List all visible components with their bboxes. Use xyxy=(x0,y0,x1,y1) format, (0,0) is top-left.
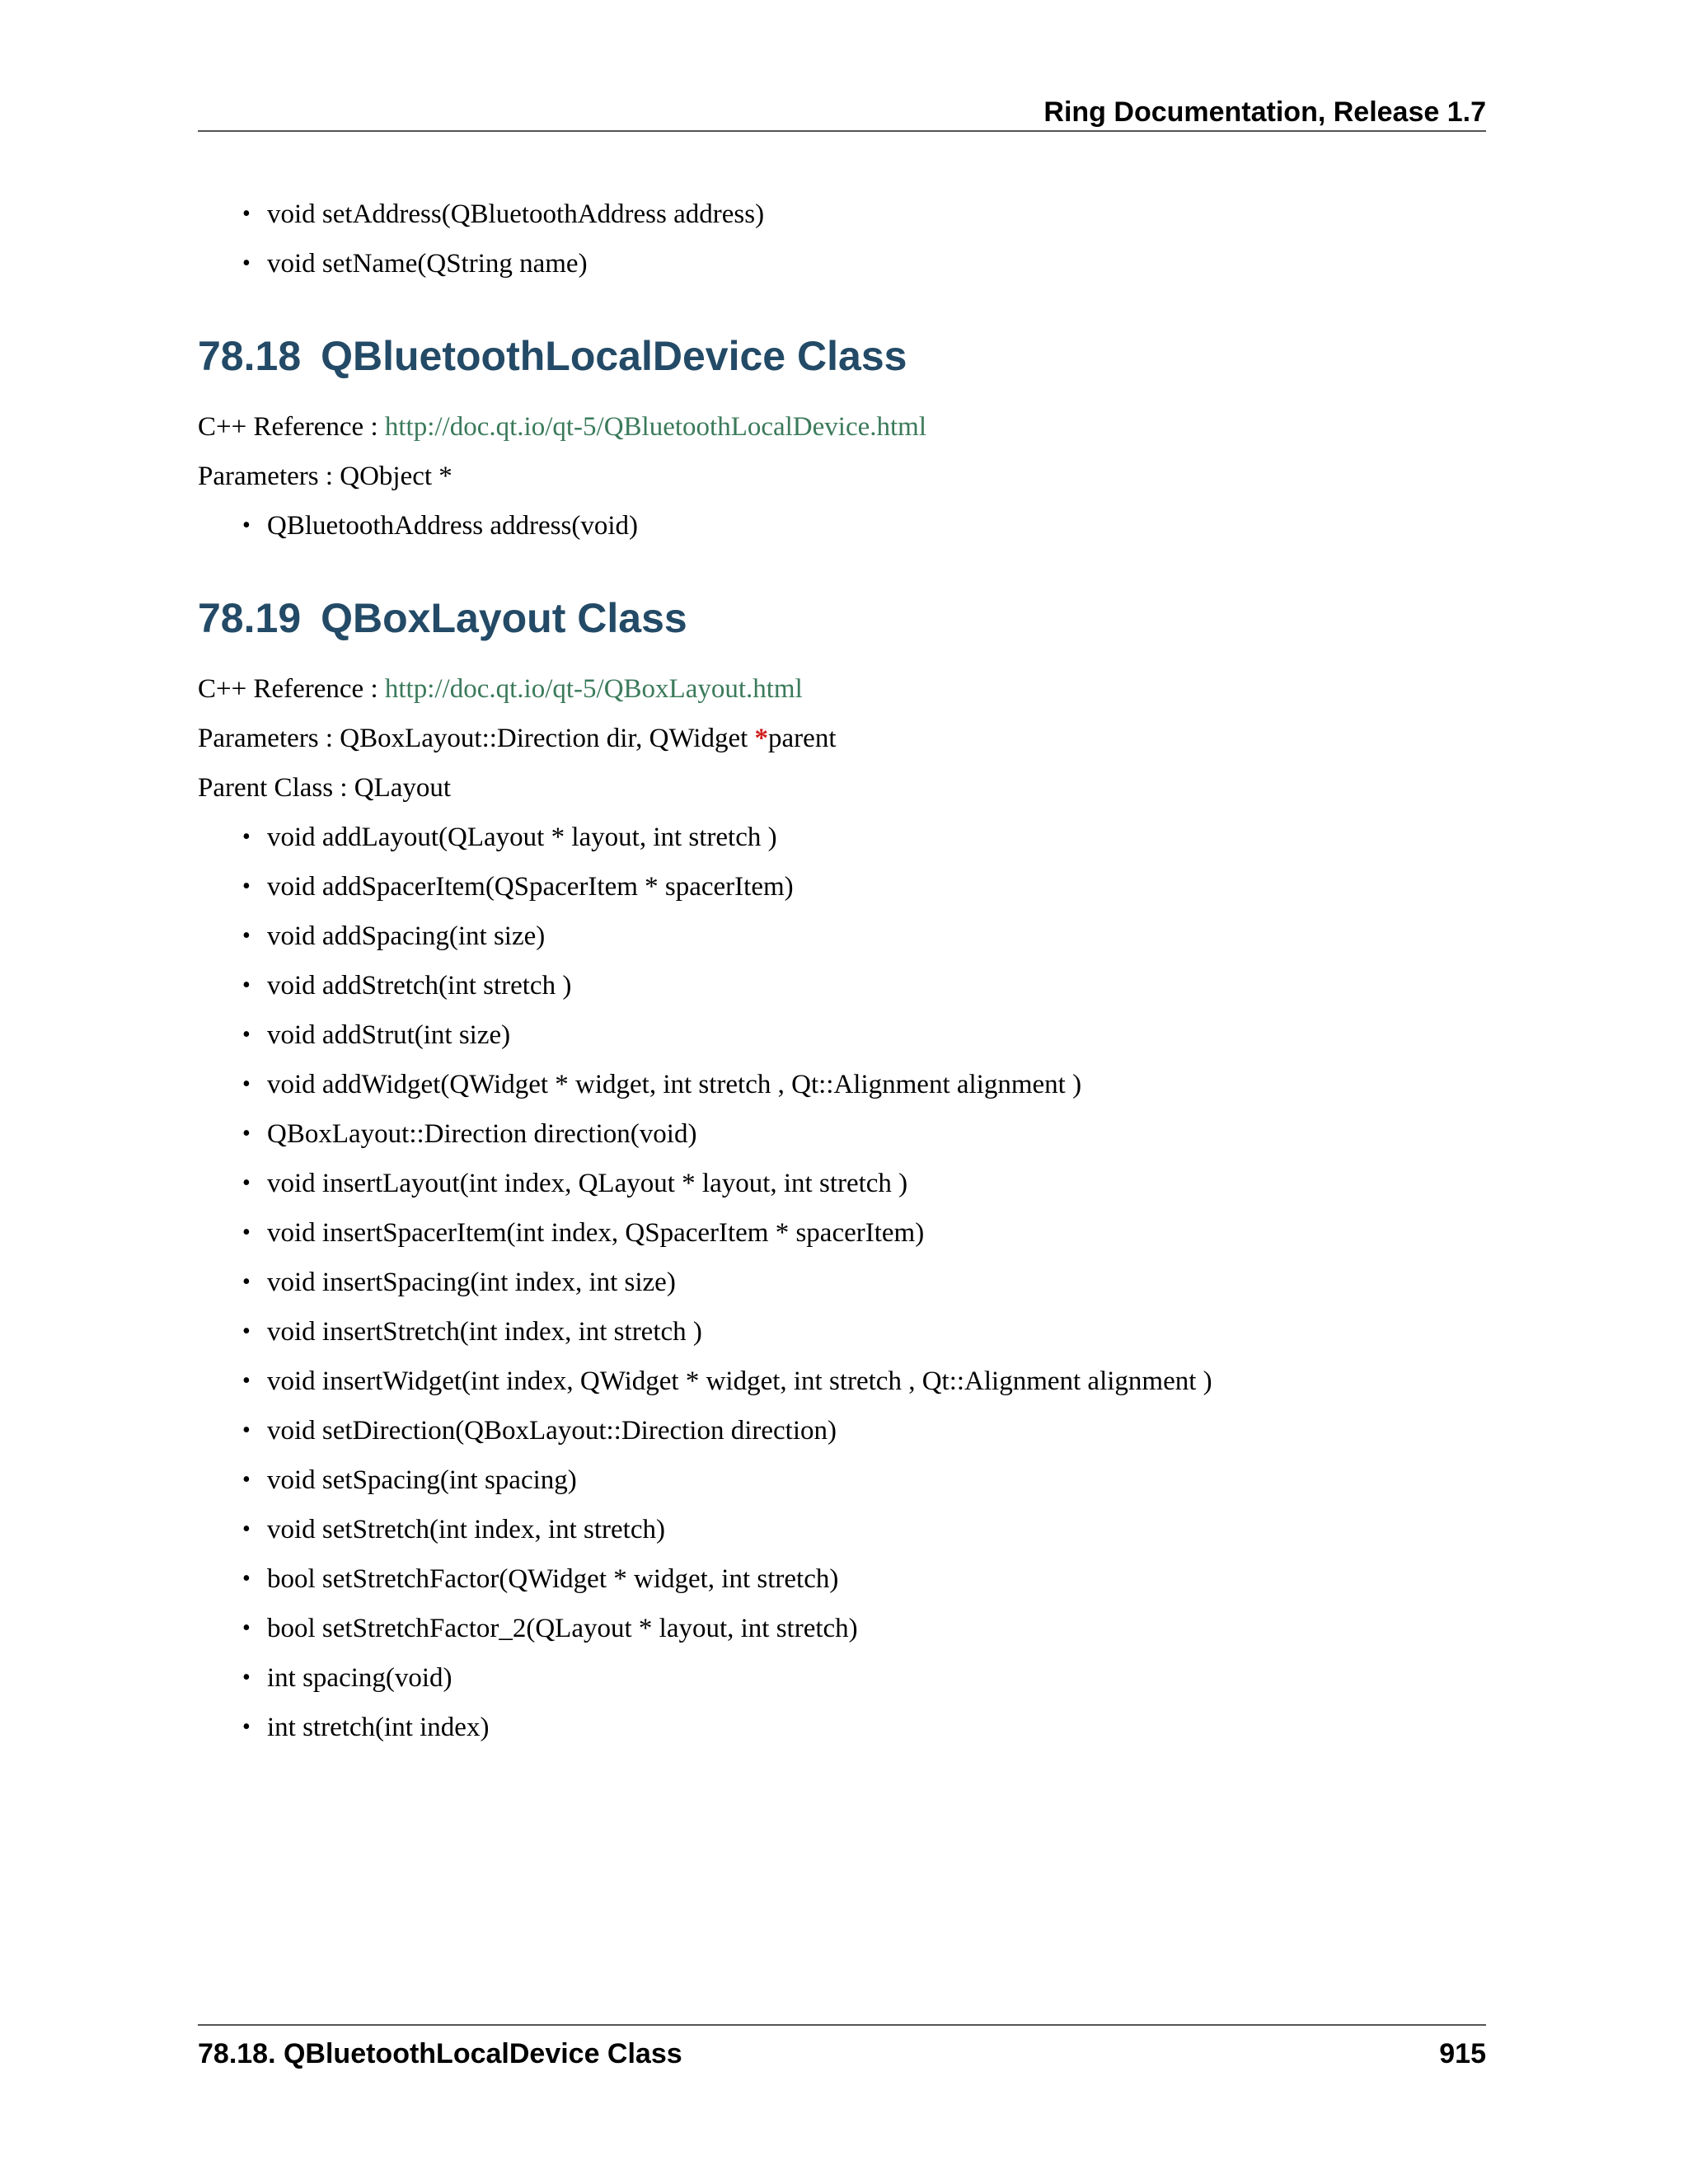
bullet-icon: • xyxy=(242,201,251,227)
section-number: 78.18 xyxy=(198,333,302,379)
parent-class xyxy=(198,771,1486,804)
list-item xyxy=(242,1365,1486,1398)
section-title: QBluetoothLocalDevice Class xyxy=(321,333,907,379)
method-signature: void insertStretch(int index, int stretch ) xyxy=(267,1317,702,1347)
method-signature: void insertSpacing(int index, int size) xyxy=(267,1268,676,1297)
section-title: QBoxLayout Class xyxy=(321,595,687,641)
section-heading-78-19 xyxy=(198,593,1486,643)
list-item xyxy=(242,509,1486,542)
method-signature: void setSpacing(int spacing) xyxy=(267,1465,577,1495)
bullet-icon: • xyxy=(242,972,251,998)
bullet-icon: • xyxy=(242,1714,251,1740)
bullet-icon: • xyxy=(242,874,251,899)
method-signature: void addWidget(QWidget * widget, int stretch , Qt::Alignment alignment ) xyxy=(267,1070,1082,1099)
method-signature: QBoxLayout::Direction direction(void) xyxy=(267,1119,697,1149)
method-signature: void insertSpacerItem(int index, QSpacerItem * spacerItem) xyxy=(267,1218,925,1248)
page-content xyxy=(198,198,1486,1760)
method-signature: int stretch(int index) xyxy=(267,1713,490,1742)
intro-method-list xyxy=(198,198,1486,280)
parent-class-text: Parent Class : QLayout xyxy=(198,773,452,803)
method-signature: void setAddress(QBluetoothAddress address) xyxy=(267,199,765,229)
header-title: Ring Documentation, Release 1.7 xyxy=(1043,96,1486,128)
bullet-icon: • xyxy=(242,1516,251,1542)
method-signature: void addStretch(int stretch ) xyxy=(267,971,572,1001)
bullet-icon: • xyxy=(242,1665,251,1690)
method-signature: void setStretch(int index, int stretch) xyxy=(267,1515,665,1544)
reference-link[interactable]: http://doc.qt.io/qt-5/QBoxLayout.html xyxy=(384,674,803,704)
reference-label: C++ Reference : xyxy=(198,412,385,442)
bullet-icon: • xyxy=(242,824,251,850)
parameters-text-end: parent xyxy=(768,724,837,753)
list-item xyxy=(242,870,1486,903)
list-item xyxy=(242,1216,1486,1249)
method-signature: void setDirection(QBoxLayout::Direction direction) xyxy=(267,1416,837,1446)
list-item xyxy=(242,1612,1486,1645)
method-signature: int spacing(void) xyxy=(267,1663,452,1693)
bullet-icon: • xyxy=(242,1566,251,1591)
bullet-icon: • xyxy=(242,1071,251,1097)
bullet-icon: • xyxy=(242,1467,251,1493)
method-signature: void addLayout(QLayout * layout, int stretch ) xyxy=(267,823,777,852)
page-number: 915 xyxy=(1439,2038,1486,2069)
parameters xyxy=(198,460,1486,493)
method-signature: void addSpacing(int size) xyxy=(267,921,546,951)
bullet-icon: • xyxy=(242,1418,251,1443)
bullet-icon: • xyxy=(242,1269,251,1295)
method-signature: bool setStretchFactor_2(QLayout * layout, int stretch) xyxy=(267,1614,858,1643)
list-item xyxy=(242,1266,1486,1299)
bullet-icon: • xyxy=(242,1121,251,1146)
bullet-icon: • xyxy=(242,1170,251,1196)
cpp-reference xyxy=(198,673,1486,705)
method-signature: void insertWidget(int index, QWidget * widget, int stretch , Qt::Alignment alignment ) xyxy=(267,1366,1212,1396)
parameters-text: Parameters : QBoxLayout::Direction dir, QWidget xyxy=(198,724,755,753)
list-item xyxy=(242,1563,1486,1596)
list-item xyxy=(242,1315,1486,1348)
parameters xyxy=(198,722,1486,755)
bullet-icon: • xyxy=(242,1220,251,1245)
section-heading-78-18 xyxy=(198,331,1486,381)
reference-label: C++ Reference : xyxy=(198,674,385,704)
parameters-text: Parameters : QObject * xyxy=(198,462,452,491)
method-signature: void addSpacerItem(QSpacerItem * spacerItem) xyxy=(267,872,794,902)
list-item xyxy=(242,247,1486,280)
method-signature: void setName(QString name) xyxy=(267,249,588,279)
pointer-star: * xyxy=(754,724,769,753)
bullet-icon: • xyxy=(242,251,251,276)
list-item xyxy=(242,1167,1486,1200)
list-item xyxy=(242,821,1486,854)
bullet-icon: • xyxy=(242,923,251,949)
cpp-reference xyxy=(198,410,1486,443)
method-signature: QBluetoothAddress address(void) xyxy=(267,511,639,541)
bullet-icon: • xyxy=(242,1615,251,1641)
list-item xyxy=(242,1513,1486,1546)
list-item xyxy=(242,1711,1486,1744)
bullet-icon: • xyxy=(242,513,251,538)
list-item xyxy=(242,1414,1486,1447)
method-signature: void insertLayout(int index, QLayout * layout, int stretch ) xyxy=(267,1169,908,1198)
method-list-78-18 xyxy=(198,509,1486,542)
page-footer xyxy=(198,2024,1486,2082)
list-item xyxy=(242,1068,1486,1101)
method-signature: bool setStretchFactor(QWidget * widget, int stretch) xyxy=(267,1564,839,1594)
section-number: 78.19 xyxy=(198,595,302,641)
footer-section-title: 78.18. QBluetoothLocalDevice Class xyxy=(198,2038,682,2069)
list-item xyxy=(242,1019,1486,1052)
list-item xyxy=(242,1464,1486,1497)
bullet-icon: • xyxy=(242,1319,251,1344)
method-list-78-19 xyxy=(198,821,1486,1744)
list-item xyxy=(242,1118,1486,1151)
reference-link[interactable]: http://doc.qt.io/qt-5/QBluetoothLocalDevice.html xyxy=(384,412,927,442)
running-header xyxy=(198,92,1486,132)
method-signature: void addStrut(int size) xyxy=(267,1020,511,1050)
bullet-icon: • xyxy=(242,1368,251,1394)
list-item xyxy=(242,1661,1486,1694)
list-item xyxy=(242,920,1486,953)
list-item xyxy=(242,969,1486,1002)
bullet-icon: • xyxy=(242,1022,251,1047)
list-item xyxy=(242,198,1486,231)
